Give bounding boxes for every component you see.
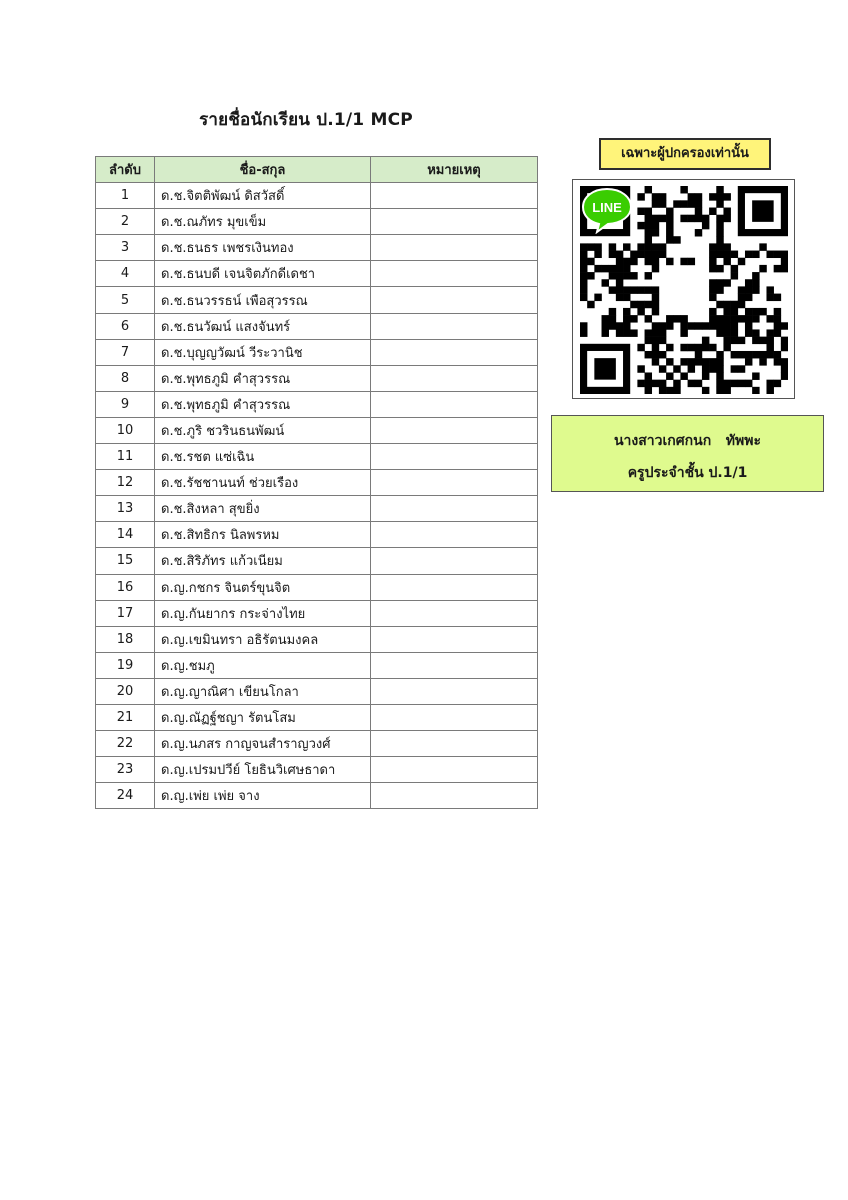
- student-note: [371, 757, 538, 783]
- row-number: 16: [96, 574, 155, 600]
- row-number: 10: [96, 417, 155, 443]
- row-number: 5: [96, 287, 155, 313]
- line-logo-text: LINE: [592, 200, 622, 215]
- student-note: [371, 548, 538, 574]
- row-number: 22: [96, 731, 155, 757]
- line-qr-code[interactable]: [572, 179, 795, 399]
- table-row: [96, 704, 538, 730]
- student-note: [371, 600, 538, 626]
- student-name: ด.ญ.เพ่ย เพ่ย จาง: [155, 783, 371, 809]
- table-row: [96, 391, 538, 417]
- student-name: ด.ช.พุทธภูมิ คำสุวรรณ: [155, 365, 371, 391]
- student-note: [371, 339, 538, 365]
- table-row: [96, 209, 538, 235]
- row-number: 17: [96, 600, 155, 626]
- row-number: 14: [96, 522, 155, 548]
- student-note: [371, 235, 538, 261]
- table-row: [96, 235, 538, 261]
- student-name: ด.ช.ธนวรรธน์ เพือสุวรรณ: [155, 287, 371, 313]
- row-number: 24: [96, 783, 155, 809]
- table-row: [96, 417, 538, 443]
- table-row: [96, 548, 538, 574]
- page-title: รายชื่อนักเรียน ป.1/1 MCP: [199, 110, 413, 130]
- table-row: [96, 522, 538, 548]
- column-header-no: ลำดับ: [96, 157, 155, 183]
- student-name: ด.ช.จิตติพัฒน์ ดิสวัสดิ์: [155, 183, 371, 209]
- student-name: ด.ช.ณภัทร มุขเข็ม: [155, 209, 371, 235]
- row-number: 13: [96, 496, 155, 522]
- line-logo-icon: [580, 186, 634, 234]
- row-number: 12: [96, 470, 155, 496]
- student-name: ด.ญ.ญาณิศา เขียนโกลา: [155, 678, 371, 704]
- table-row: [96, 757, 538, 783]
- row-number: 3: [96, 235, 155, 261]
- student-note: [371, 496, 538, 522]
- table-row: [96, 183, 538, 209]
- student-name: ด.ญ.เปรมปวีย์ โยธินวิเศษธาดา: [155, 757, 371, 783]
- table-row: [96, 678, 538, 704]
- row-number: 2: [96, 209, 155, 235]
- student-name: ด.ญ.ณัฏฐ์ชญา รัตนโสม: [155, 704, 371, 730]
- student-note: [371, 183, 538, 209]
- student-name: ด.ช.สิงหลา สุขยิ่ง: [155, 496, 371, 522]
- student-note: [371, 678, 538, 704]
- student-note: [371, 626, 538, 652]
- student-name: ด.ช.ธนบดี เจนจิตภักดีเดชา: [155, 261, 371, 287]
- teacher-role: ครูประจำชั้น ป.1/1: [627, 465, 748, 481]
- table-row: [96, 365, 538, 391]
- student-note: [371, 470, 538, 496]
- student-note: [371, 391, 538, 417]
- student-name: ด.ช.สิริภัทร แก้วเนียม: [155, 548, 371, 574]
- row-number: 9: [96, 391, 155, 417]
- student-note: [371, 209, 538, 235]
- student-name: ด.ช.ธนธร เพชรเงินทอง: [155, 235, 371, 261]
- table-row: [96, 444, 538, 470]
- student-note: [371, 444, 538, 470]
- student-note: [371, 287, 538, 313]
- table-row: [96, 339, 538, 365]
- table-row: [96, 261, 538, 287]
- table-row: [96, 783, 538, 809]
- table-row: [96, 287, 538, 313]
- student-name: ด.ช.สิทธิกร นิลพรหม: [155, 522, 371, 548]
- table-row: [96, 652, 538, 678]
- student-name: ด.ญ.กชกร จินตร์ขุนจิต: [155, 574, 371, 600]
- student-note: [371, 783, 538, 809]
- teacher-name: นางสาวเกศกนก ทัพพะ: [613, 433, 762, 449]
- table-header-row: [96, 157, 538, 183]
- table-row: [96, 626, 538, 652]
- row-number: 8: [96, 365, 155, 391]
- column-header-note: หมายเหตุ: [371, 157, 538, 183]
- teacher-info-box: [551, 415, 824, 492]
- table-row: [96, 313, 538, 339]
- table-row: [96, 574, 538, 600]
- student-name: ด.ญ.นภสร กาญจนสำราญวงศ์: [155, 731, 371, 757]
- row-number: 11: [96, 444, 155, 470]
- table-row: [96, 496, 538, 522]
- student-name: ด.ญ.กันยากร กระจ่างไทย: [155, 600, 371, 626]
- roster-body: [96, 183, 538, 809]
- row-number: 21: [96, 704, 155, 730]
- student-name: ด.ญ.ชมภู: [155, 652, 371, 678]
- student-note: [371, 652, 538, 678]
- table-row: [96, 470, 538, 496]
- student-name: ด.ช.รัชชานนท์ ช่วยเรือง: [155, 470, 371, 496]
- row-number: 1: [96, 183, 155, 209]
- row-number: 15: [96, 548, 155, 574]
- student-name: ด.ช.บุญญวัฒน์ วีระวานิช: [155, 339, 371, 365]
- table-row: [96, 600, 538, 626]
- student-note: [371, 704, 538, 730]
- student-note: [371, 261, 538, 287]
- student-name: ด.ช.รชต แซ่เฉิน: [155, 444, 371, 470]
- row-number: 20: [96, 678, 155, 704]
- row-number: 7: [96, 339, 155, 365]
- student-note: [371, 522, 538, 548]
- student-name: ด.ช.ภูริ ชวรินธนพัฒน์: [155, 417, 371, 443]
- parents-only-label: เฉพาะผู้ปกครองเท่านั้น: [599, 138, 771, 170]
- row-number: 18: [96, 626, 155, 652]
- row-number: 23: [96, 757, 155, 783]
- student-note: [371, 313, 538, 339]
- student-note: [371, 574, 538, 600]
- student-name: ด.ช.ธนวัฒน์ แสงจันทร์: [155, 313, 371, 339]
- student-note: [371, 731, 538, 757]
- column-header-name: ชื่อ-สกุล: [155, 157, 371, 183]
- row-number: 19: [96, 652, 155, 678]
- row-number: 4: [96, 261, 155, 287]
- student-name: ด.ญ.เขมินทรา อธิรัตนมงคล: [155, 626, 371, 652]
- student-roster-table: [95, 156, 538, 809]
- student-name: ด.ช.พุทธภูมิ คำสุวรรณ: [155, 391, 371, 417]
- row-number: 6: [96, 313, 155, 339]
- table-row: [96, 731, 538, 757]
- student-note: [371, 365, 538, 391]
- student-note: [371, 417, 538, 443]
